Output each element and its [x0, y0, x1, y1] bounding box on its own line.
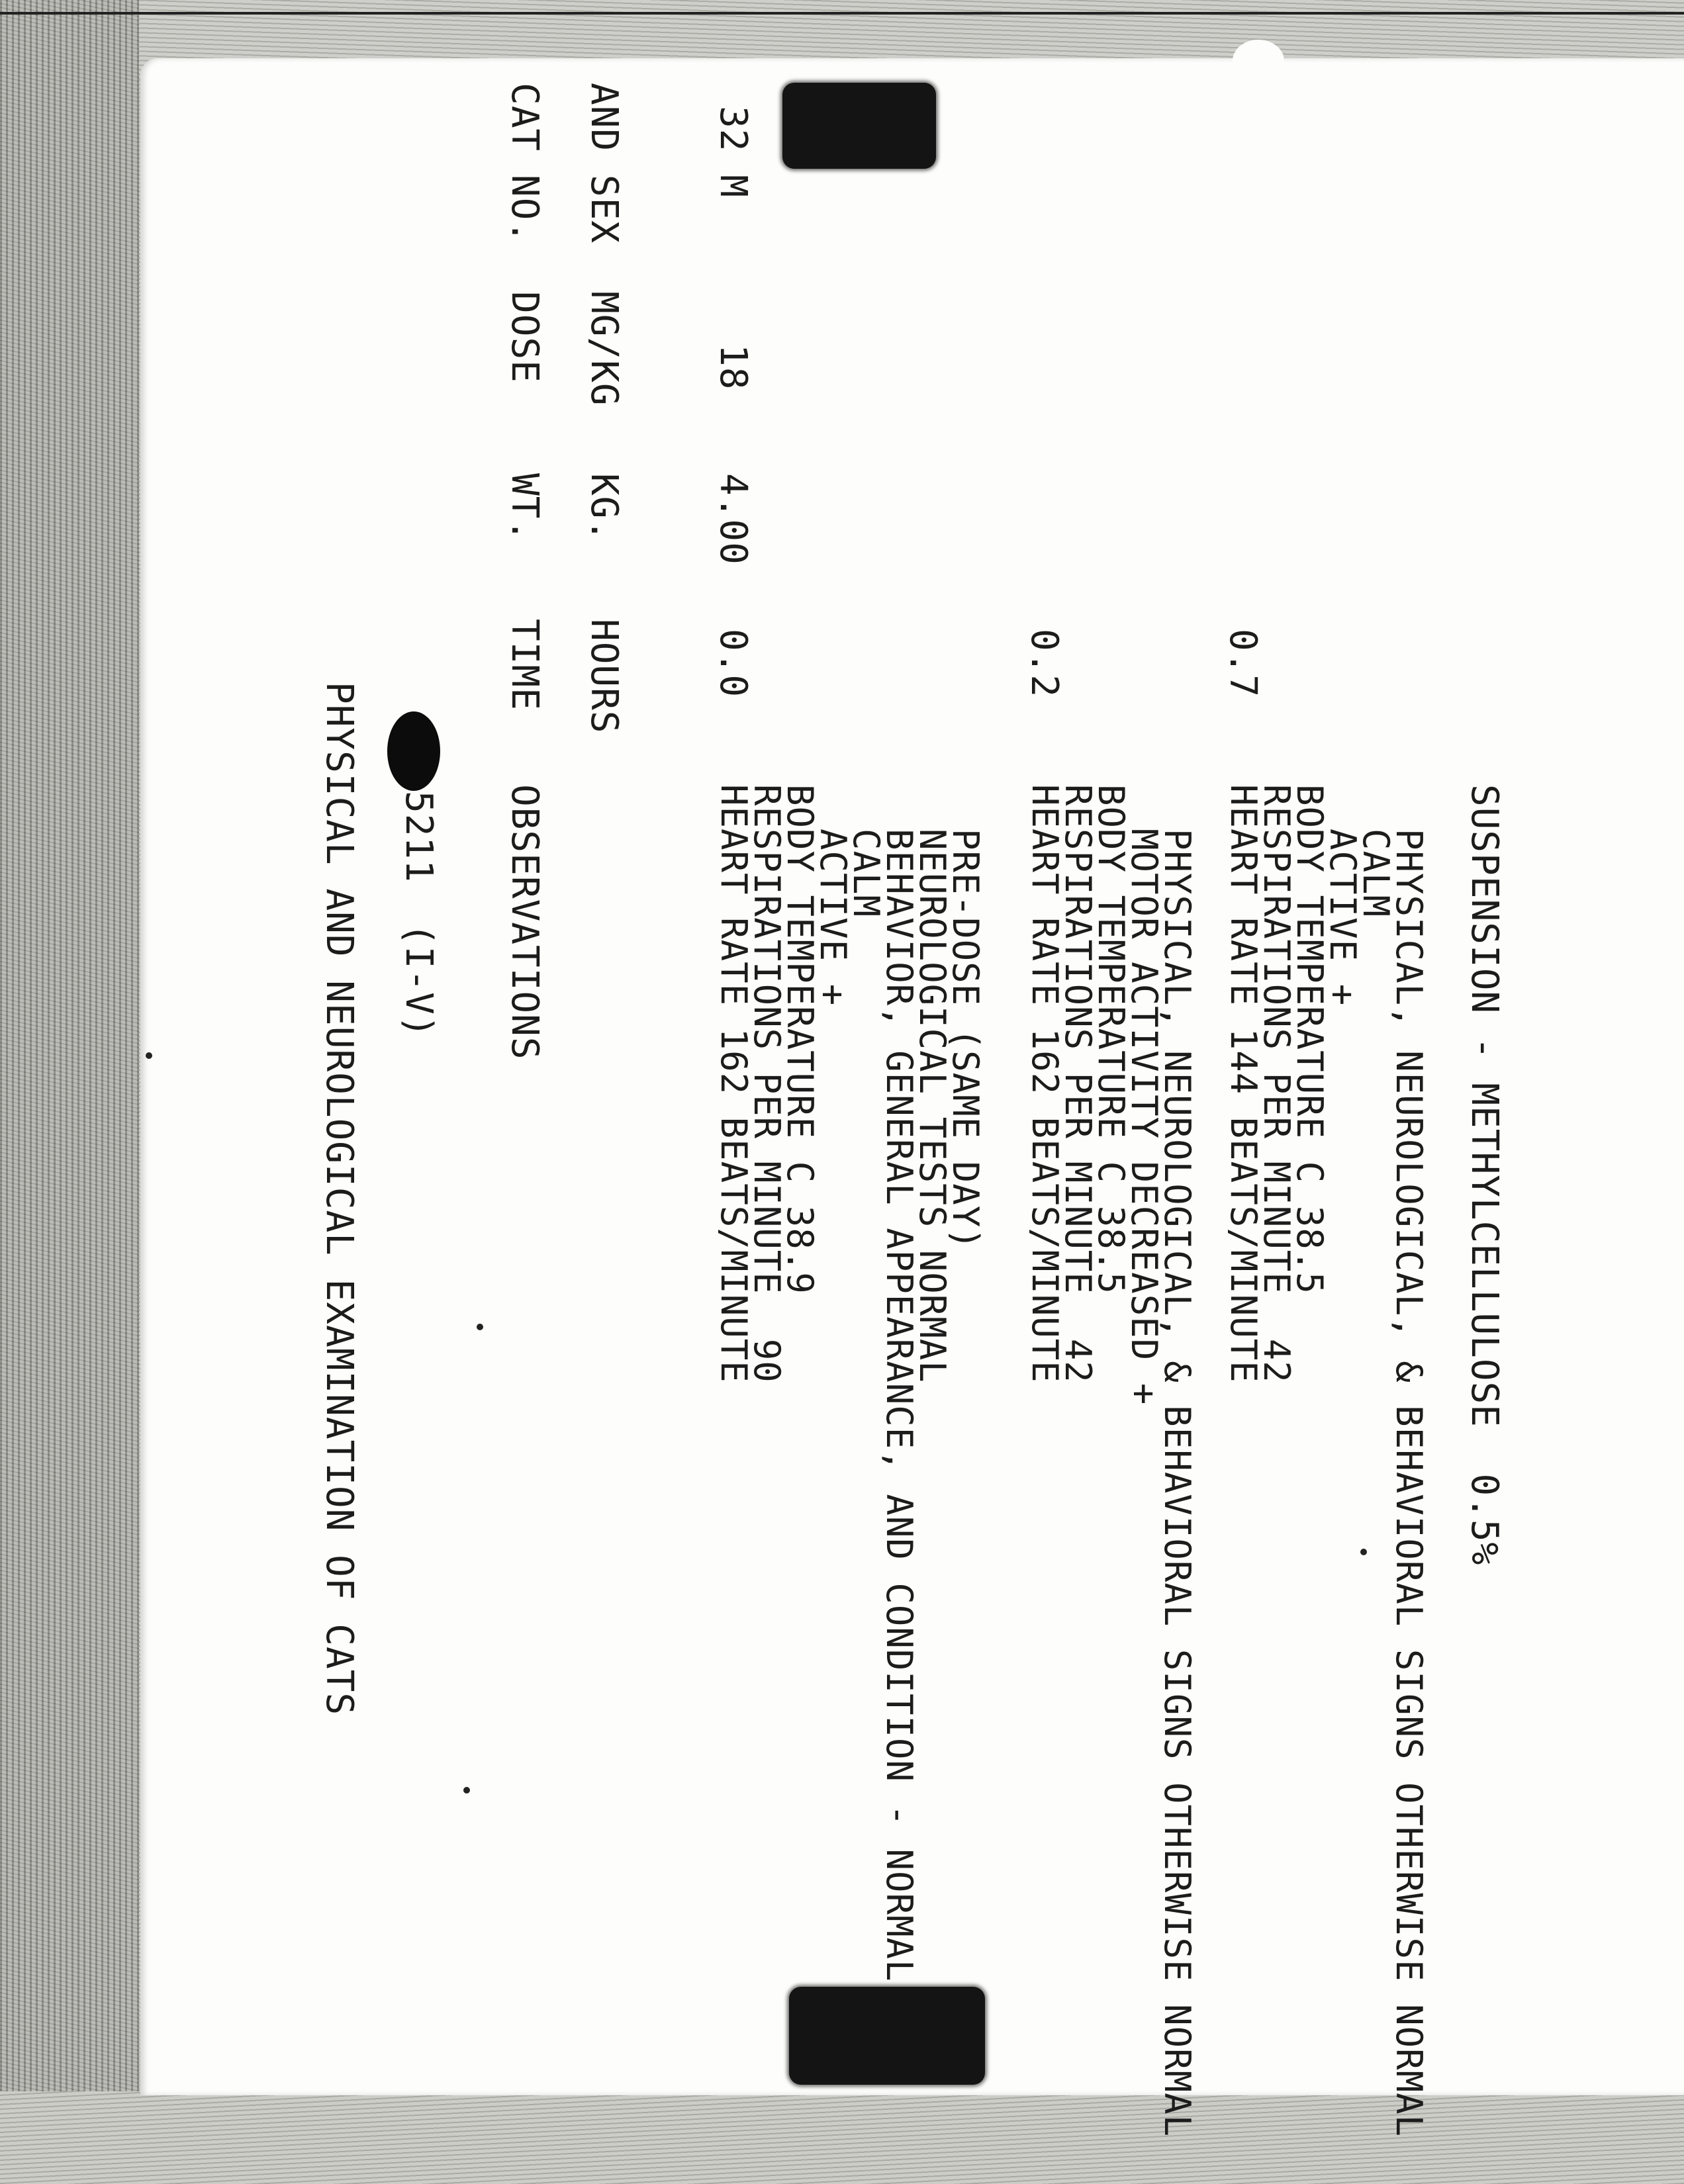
header-cat-no: CAT NO.: [503, 83, 546, 244]
cat-number-sex: 32 M: [712, 106, 755, 198]
observation-line: PRE-DOSE (SAME DAY): [945, 784, 986, 1250]
speck: [477, 1324, 483, 1330]
observation-line: PHYSICAL, NEUROLOGICAL, & BEHAVIORAL SIGNS OTHERWISE NORMAL: [1388, 784, 1430, 2138]
observation-line: BEHAVIOR, GENERAL APPEARANCE, AND CONDITION - NORMAL: [878, 784, 920, 1982]
weight-value: 4.00: [712, 473, 755, 565]
header-mg-kg: MG/KG: [583, 291, 626, 406]
scan-bottom-edge: [0, 2091, 1684, 2184]
observation-line: PHYSICAL, NEUROLOGICAL, & BEHAVIORAL SIGNS OTHERWISE NORMAL: [1156, 784, 1198, 2138]
suspension-note: SUSPENSION - METHYLCELLULOSE 0.5%: [1463, 784, 1506, 1566]
observation-line: CALM: [845, 784, 887, 918]
speck: [1360, 1549, 1367, 1555]
header-dose: DOSE: [503, 291, 546, 383]
observation-line: HEART RATE 144 BEATS/MINUTE: [1223, 784, 1264, 1383]
compound-code: 5211: [397, 791, 440, 883]
header-time: TIME: [503, 619, 546, 711]
observation-line: RESPIRATIONS PER MINUTE 42: [1256, 784, 1297, 1383]
header-wt: WT.: [503, 473, 546, 543]
document-title: PHYSICAL AND NEUROLOGICAL EXAMINATION OF CATS: [318, 682, 361, 1716]
observation-line: NEUROLOGICAL TESTS NORMAL: [912, 784, 953, 1383]
observation-line: ACTIVE +: [1322, 784, 1364, 1007]
observation-line: BODY TEMPERATURE C 38.9: [779, 784, 821, 1295]
header-hours: HOURS: [583, 619, 626, 734]
observation-line: MOTOR ACTIVITY DECREASED +: [1123, 784, 1165, 1406]
observation-line: CALM: [1355, 784, 1397, 918]
observation-line: HEART RATE 162 BEATS/MINUTE: [713, 784, 755, 1383]
dose-value: 18: [712, 344, 755, 390]
observation-line: BODY TEMPERATURE C 38.5: [1090, 784, 1132, 1295]
observation-line: BODY TEMPERATURE C 38.5: [1289, 784, 1331, 1295]
observation-line: ACTIVE +: [812, 784, 854, 1007]
document-content: [53, 0, 1506, 2138]
header-kg: KG.: [583, 473, 626, 543]
entry-time: 0.2: [1023, 629, 1066, 698]
header-observations: OBSERVATIONS: [503, 784, 546, 1060]
group-label: (I-V): [397, 923, 440, 1038]
observation-line: RESPIRATIONS PER MINUTE 90: [746, 784, 788, 1383]
observation-line: RESPIRATIONS PER MINUTE 42: [1057, 784, 1099, 1383]
entry-time: 0.0: [712, 629, 755, 698]
header-and-sex: AND SEX: [583, 83, 626, 244]
redaction-mark: [387, 711, 440, 791]
speck: [463, 1787, 470, 1794]
observation-line: HEART RATE 162 BEATS/MINUTE: [1024, 784, 1066, 1383]
speck: [146, 1052, 152, 1059]
entry-time: 0.7: [1221, 629, 1264, 698]
